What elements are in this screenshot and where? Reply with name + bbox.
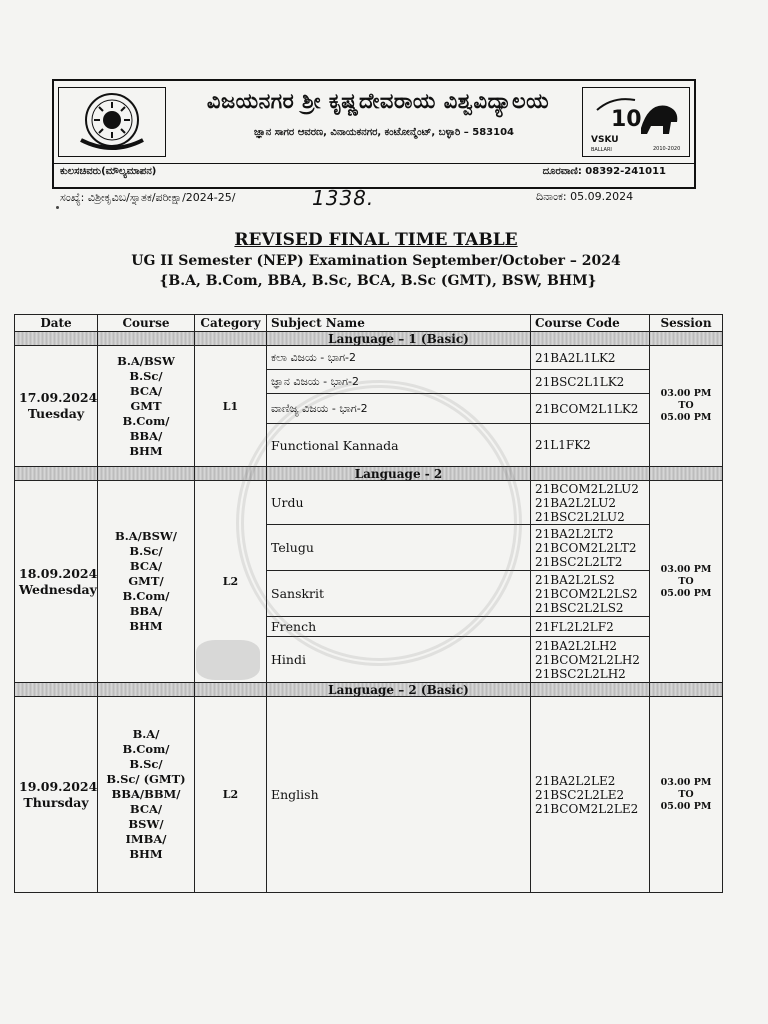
program-list: {B.A, B.Com, BBA, B.Sc, BCA, B.Sc (GMT), BSW, BHM} xyxy=(159,273,597,289)
session-to: TO xyxy=(678,575,694,587)
course-line: BHM xyxy=(129,847,163,861)
session-cell xyxy=(650,481,723,683)
header-category: Category xyxy=(195,315,267,332)
exam-day: Wednesday xyxy=(19,581,97,597)
course-line: BHM xyxy=(129,443,163,458)
course-cell xyxy=(98,697,195,893)
course-code: 21BSC2L2LH2 xyxy=(535,666,626,681)
category-cell: L2 xyxy=(195,481,267,683)
reference-number: ಸಂಖ್ಯೆ: ವಿಶ್ರೀಕೃವಿಬ/ಸ್ನಾತಕ/ಪರೀಕ್ಷಾ/2024-25/ xyxy=(60,191,236,204)
header-session: Session xyxy=(650,315,723,332)
course-line: B.Com/ xyxy=(122,589,170,603)
course-code: 21BCOM2L2LE2 xyxy=(535,801,639,816)
course-code-list xyxy=(531,697,650,893)
course-code-list xyxy=(531,525,650,571)
phone-number: ದೂರವಾಣಿ: 08392-241011 xyxy=(542,166,666,177)
letterhead-top xyxy=(54,81,694,164)
course-code: 21BCOM2L1LK2 xyxy=(531,394,650,424)
subject-name: Telugu xyxy=(267,525,531,571)
course-code: 21BSC2L1LK2 xyxy=(531,370,650,394)
letterhead xyxy=(52,79,696,189)
session-cell xyxy=(650,346,723,467)
subject-name: ಕಲಾ ವಿಜಯ - ಭಾಗ-2 xyxy=(267,346,531,370)
exam-date: 19.09.2024 xyxy=(19,778,98,794)
exam-day: Thursday xyxy=(23,794,89,810)
course-line: B.A/BSW/ xyxy=(115,529,177,543)
session-to: TO xyxy=(678,400,694,411)
header-date: Date xyxy=(15,315,98,332)
course-code: 21BA2L2LH2 xyxy=(535,638,618,653)
table-row xyxy=(15,697,723,893)
course-line: GMT xyxy=(130,398,162,413)
subject-name: French xyxy=(267,617,531,637)
university-name: ವಿಜಯನಗರ ಶ್ರೀ ಕೃಷ್ಣದೇವರಾಯ ವಿಶ್ವವಿದ್ಯಾಲಯ xyxy=(206,89,550,113)
course-line: B.Sc/ xyxy=(129,757,163,771)
section-band xyxy=(15,467,723,481)
course-code: 21BA2L2LT2 xyxy=(535,526,614,541)
timetable xyxy=(14,314,723,893)
course-line: BHM xyxy=(129,619,163,633)
course-line: B.A/ xyxy=(132,727,160,741)
header-subject: Subject Name xyxy=(267,315,531,332)
university-address: ಜ್ಞಾನ ಸಾಗರ ಆವರಣ, ವಿನಾಯಕನಗರ, ಕಂಟೋನ್ಮೆಂಟ್, ಬಳ್ಳಾರಿ – 583104 xyxy=(254,127,514,138)
course-cell xyxy=(98,481,195,683)
category-cell: L1 xyxy=(195,346,267,467)
exam-date-cell xyxy=(15,481,98,683)
course-line: B.Com/ xyxy=(122,742,170,756)
subject-name: Functional Kannada xyxy=(267,424,531,467)
document-title: REVISED FINAL TIME TABLE xyxy=(234,230,518,250)
course-code: 21BA2L2LU2 xyxy=(535,495,617,510)
course-code: 21BA2L2LE2 xyxy=(535,773,616,788)
course-code: 21BCOM2L2LU2 xyxy=(535,481,639,496)
course-code: 21BCOM2L2LT2 xyxy=(535,540,637,555)
exam-day: Tuesday xyxy=(27,406,85,421)
course-code-list xyxy=(531,571,650,617)
office-label: ಕುಲಸಚಿವರು(ಮೌಲ್ಯಮಾಪನ) xyxy=(60,166,157,177)
course-code: 21BSC2L2LU2 xyxy=(535,509,625,524)
course-line: BBA/ xyxy=(129,604,163,618)
logo-number: 10 xyxy=(611,107,642,132)
session-start: 03.00 PM xyxy=(660,563,712,575)
issue-date: ದಿನಾಂಕ: 05.09.2024 xyxy=(536,190,634,203)
course-code: 21BSC2L2LS2 xyxy=(535,600,624,615)
header-code: Course Code xyxy=(531,315,650,332)
exam-date: 17.09.2024 xyxy=(19,390,98,405)
logo-years: 2010-2020 xyxy=(653,146,681,152)
session-to: TO xyxy=(678,788,694,800)
course-line: IMBA/ xyxy=(125,832,167,846)
subject-name: ವಾಣಿಜ್ಯ ವಿಜಯ - ಭಾಗ-2 xyxy=(267,394,531,424)
course-code: 21BCOM2L2LH2 xyxy=(535,652,640,667)
session-start: 03.00 PM xyxy=(660,776,712,788)
band-label: Language – 2 (Basic) xyxy=(267,683,531,697)
course-line: B.Sc/ (GMT) xyxy=(106,772,186,786)
course-line: B.A/BSW xyxy=(117,353,175,368)
course-line: B.Com/ xyxy=(122,413,170,428)
subject-name: English xyxy=(267,697,531,893)
subject-name: ಜ್ಞಾನ ವಿಜಯ - ಭಾಗ-2 xyxy=(267,370,531,394)
subject-name: Urdu xyxy=(267,481,531,525)
logo-acronym: VSKU xyxy=(591,135,619,145)
exam-date-cell xyxy=(15,346,98,467)
session-end: 05.00 PM xyxy=(660,587,712,599)
session-end: 05.00 PM xyxy=(660,800,712,812)
logo-place: BALLARI xyxy=(591,147,612,153)
exam-date: 18.09.2024 xyxy=(19,565,98,581)
course-cell xyxy=(98,346,195,467)
band-label: Language - 2 xyxy=(267,467,531,481)
course-code: 21BCOM2L2LS2 xyxy=(535,586,638,601)
scan-mark xyxy=(56,206,59,209)
course-code-list xyxy=(531,637,650,683)
course-line: B.Sc/ xyxy=(129,368,163,383)
subject-name: Hindi xyxy=(267,637,531,683)
exam-date-cell xyxy=(15,697,98,893)
course-line: BCA/ xyxy=(129,559,163,573)
course-line: BSW/ xyxy=(128,817,164,831)
course-code: 21BSC2L2LT2 xyxy=(535,554,623,569)
course-code-list xyxy=(531,481,650,525)
session-end: 05.00 PM xyxy=(660,412,712,423)
category-cell: L2 xyxy=(195,697,267,893)
course-code: 21FL2L2LF2 xyxy=(531,617,650,637)
course-line: BBA/BBM/ xyxy=(111,787,181,801)
course-line: BBA/ xyxy=(129,428,163,443)
anniversary-logo-icon xyxy=(582,87,690,157)
course-code: 21BSC2L2LE2 xyxy=(535,787,625,802)
section-band xyxy=(15,683,723,697)
course-code: 21BA2L2LS2 xyxy=(535,572,615,587)
document-subtitle: UG II Semester (NEP) Examination September/October – 2024 xyxy=(131,253,621,269)
handwritten-reference: 1338. xyxy=(312,186,375,210)
course-line: GMT/ xyxy=(128,574,164,588)
header-course: Course xyxy=(98,315,195,332)
course-line: B.Sc/ xyxy=(129,544,163,558)
scan-smudge xyxy=(196,640,260,680)
university-emblem-icon xyxy=(58,87,166,157)
header-row xyxy=(15,315,723,332)
section-band xyxy=(15,332,723,346)
course-code: 21BA2L1LK2 xyxy=(531,346,650,370)
table-row xyxy=(15,481,723,525)
session-start: 03.00 PM xyxy=(660,388,712,399)
course-line: BCA/ xyxy=(129,383,163,398)
course-line: BCA/ xyxy=(129,802,163,816)
table-row xyxy=(15,346,723,370)
session-cell xyxy=(650,697,723,893)
course-code: 21L1FK2 xyxy=(531,424,650,467)
band-label: Language – 1 (Basic) xyxy=(267,332,531,346)
subject-name: Sanskrit xyxy=(267,571,531,617)
